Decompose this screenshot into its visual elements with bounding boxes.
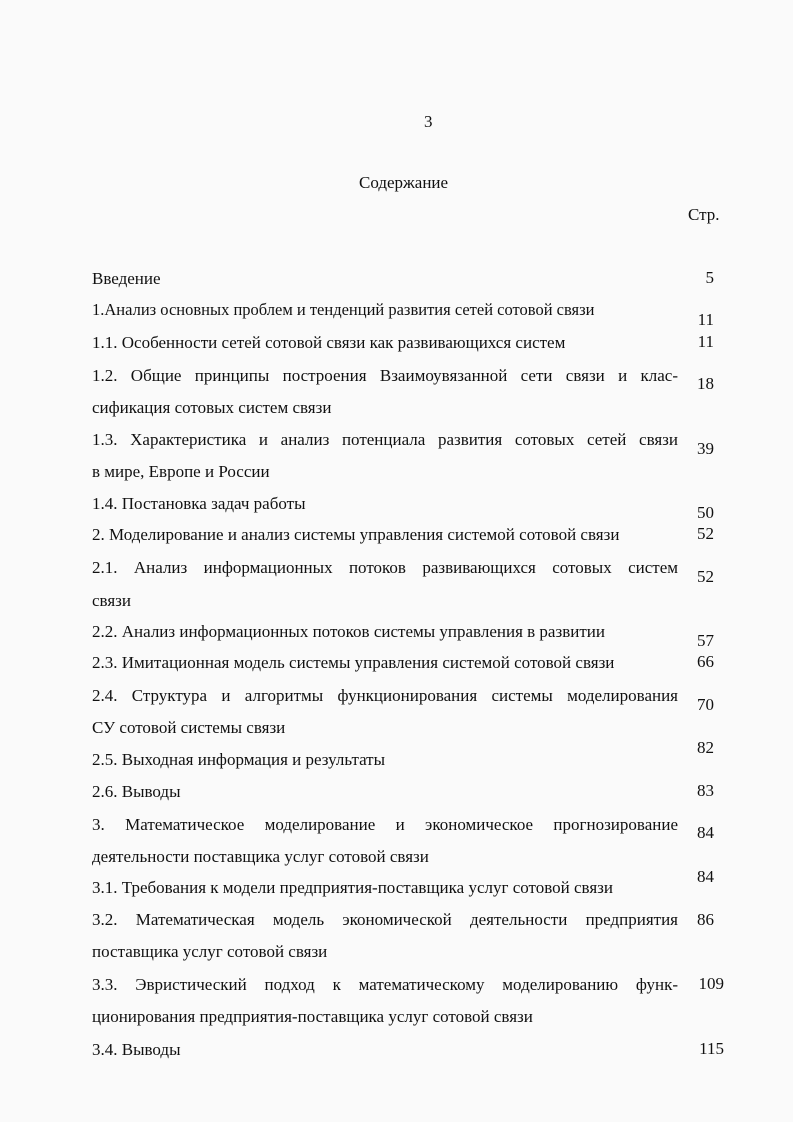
toc-entry-page: 52	[697, 567, 714, 586]
toc-entry-text: поставщика услуг сотовой связи	[92, 942, 328, 961]
toc-entry-text: 2.4. Структура и алгоритмы функционирования системы моделирования	[92, 686, 678, 705]
toc-entry-page: 82	[697, 738, 714, 757]
toc-entry-text: 2.6. Выводы	[92, 782, 181, 801]
toc-entry-text: 2.3. Имитационная модель системы управления системой сотовой связи	[92, 653, 615, 672]
toc-entry-text: 2. Моделирование и анализ системы управления системой сотовой связи	[92, 525, 620, 544]
toc-entry-page: 83	[697, 781, 714, 800]
toc-entry-text: СУ сотовой системы связи	[92, 718, 286, 737]
toc-entry-page: 84	[697, 867, 714, 886]
toc-entry-page: 50	[697, 503, 714, 522]
toc-entry-text: 3.2. Математическая модель экономической деятельности предприятия	[92, 910, 678, 929]
toc-title: Содержание	[359, 173, 449, 192]
toc-entry-text: 1.1. Особенности сетей сотовой связи как развивающихся систем	[92, 333, 566, 352]
toc-entry-page: 115	[699, 1039, 724, 1058]
toc-entry-text: 3.3. Эвристический подход к математическому моделированию функ-	[92, 975, 678, 994]
toc-entry-text: 2.1. Анализ информационных потоков развивающихся сотовых систем	[92, 558, 678, 577]
page-number: 3	[424, 112, 433, 131]
toc-entry-text: деятельности поставщика услуг сотовой связи	[92, 847, 429, 866]
page-column-label: Стр.	[688, 205, 720, 224]
toc-entry-page: 70	[697, 695, 714, 714]
toc-entry-text: 2.2. Анализ информационных потоков системы управления в развитии	[92, 622, 605, 641]
toc-entry-text: 1.Анализ основных проблем и тенденций развития сетей сотовой связи	[92, 300, 595, 319]
toc-entry-text: ционирования предприятия-поставщика услуг сотовой связи	[92, 1007, 533, 1026]
toc-entry-text: связи	[92, 591, 131, 610]
toc-entry-page: 11	[697, 310, 714, 329]
toc-entry-page: 5	[705, 268, 714, 287]
toc-entry-text: 3. Математическое моделирование и экономическое прогнозирование	[92, 815, 678, 834]
toc-entry-text: сификация сотовых систем связи	[92, 398, 332, 417]
toc-entry-page: 84	[697, 823, 714, 842]
toc-entry-text: 2.5. Выходная информация и результаты	[92, 750, 386, 769]
toc-entry-text: Введение	[92, 269, 161, 288]
toc-entry-page: 109	[698, 974, 724, 993]
toc-entry-text: 3.1. Требования к модели предприятия-поставщика услуг сотовой связи	[92, 878, 613, 897]
toc-entry-page: 86	[697, 910, 714, 929]
toc-entry-text: 1.3. Характеристика и анализ потенциала развития сотовых сетей связи	[92, 430, 678, 449]
toc-entry-page: 66	[697, 652, 714, 671]
toc-entry-page: 52	[697, 524, 714, 543]
toc-entry-text: 1.2. Общие принципы построения Взаимоувязанной сети связи и клас-	[92, 366, 678, 385]
toc-entry-text: 1.4. Постановка задач работы	[92, 494, 306, 513]
toc-entry-page: 18	[697, 374, 714, 393]
toc-entry-page: 39	[697, 439, 714, 458]
toc-entry-page: 57	[697, 631, 714, 650]
toc-entry-text: в мире, Европе и России	[92, 462, 270, 481]
toc-entry-page: 11	[697, 332, 714, 351]
toc-entry-text: 3.4. Выводы	[92, 1040, 181, 1059]
